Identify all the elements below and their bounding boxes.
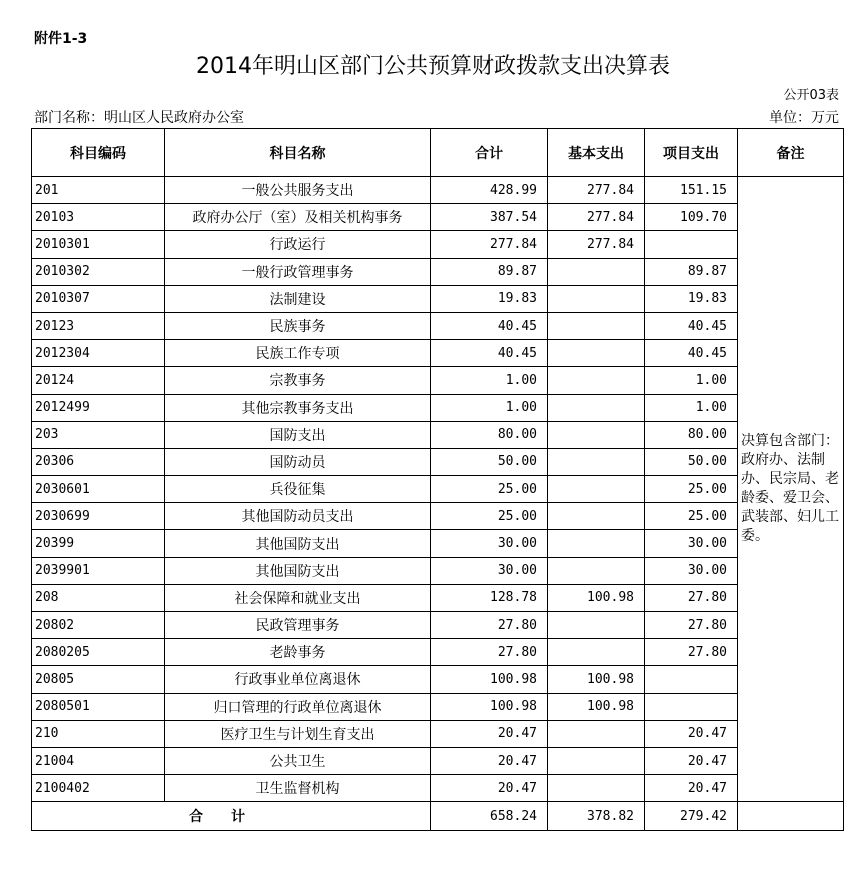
cell-code: 20802 (32, 612, 165, 639)
cell-code: 2012499 (32, 394, 165, 421)
table-row (32, 584, 844, 611)
cell-basic (548, 557, 645, 584)
cell-project: 1.00 (645, 394, 738, 421)
budget-table (31, 128, 844, 831)
cell-total: 30.00 (431, 557, 548, 584)
table-row (32, 448, 844, 475)
cell-code: 203 (32, 421, 165, 448)
cell-name: 行政运行 (165, 231, 431, 258)
cell-total: 25.00 (431, 503, 548, 530)
cell-basic (548, 340, 645, 367)
cell-basic (548, 421, 645, 448)
cell-name: 法制建设 (165, 285, 431, 312)
total-total: 658.24 (431, 802, 548, 831)
cell-basic: 100.98 (548, 584, 645, 611)
header-note: 备注 (738, 129, 844, 177)
cell-code: 20103 (32, 204, 165, 231)
cell-project: 109.70 (645, 204, 738, 231)
cell-project: 20.47 (645, 775, 738, 802)
header-total: 合计 (431, 129, 548, 177)
header-project: 项目支出 (645, 129, 738, 177)
cell-name: 行政事业单位离退休 (165, 666, 431, 693)
table-row (32, 285, 844, 312)
cell-project: 40.45 (645, 340, 738, 367)
table-header-row (32, 129, 844, 177)
cell-name: 国防动员 (165, 448, 431, 475)
header-basic: 基本支出 (548, 129, 645, 177)
cell-total: 19.83 (431, 285, 548, 312)
cell-name: 兵役征集 (165, 476, 431, 503)
cell-basic (548, 285, 645, 312)
total-basic: 378.82 (548, 802, 645, 831)
cell-basic (548, 394, 645, 421)
table-row (32, 340, 844, 367)
table-row (32, 394, 844, 421)
header-name: 科目名称 (165, 129, 431, 177)
cell-project: 80.00 (645, 421, 738, 448)
table-row (32, 312, 844, 339)
table-row (32, 530, 844, 557)
cell-name: 其他宗教事务支出 (165, 394, 431, 421)
cell-code: 2100402 (32, 775, 165, 802)
cell-total: 27.80 (431, 639, 548, 666)
cell-project: 20.47 (645, 747, 738, 774)
cell-name: 医疗卫生与计划生育支出 (165, 720, 431, 747)
cell-code: 2010301 (32, 231, 165, 258)
cell-total: 387.54 (431, 204, 548, 231)
table-row (32, 258, 844, 285)
cell-project: 1.00 (645, 367, 738, 394)
cell-name: 老龄事务 (165, 639, 431, 666)
cell-project: 20.47 (645, 720, 738, 747)
table-row (32, 231, 844, 258)
cell-project: 27.80 (645, 612, 738, 639)
cell-code: 2030699 (32, 503, 165, 530)
cell-code: 20123 (32, 312, 165, 339)
cell-project (645, 231, 738, 258)
cell-name: 归口管理的行政单位离退休 (165, 693, 431, 720)
cell-name: 其他国防支出 (165, 557, 431, 584)
cell-basic (548, 503, 645, 530)
cell-project: 151.15 (645, 177, 738, 204)
cell-basic (548, 312, 645, 339)
cell-project (645, 666, 738, 693)
form-number: 公开03表 (783, 88, 839, 103)
cell-total: 25.00 (431, 476, 548, 503)
table-row (32, 204, 844, 231)
cell-basic (548, 367, 645, 394)
cell-basic: 277.84 (548, 231, 645, 258)
cell-code: 2080501 (32, 693, 165, 720)
cell-total: 89.87 (431, 258, 548, 285)
cell-code: 2010302 (32, 258, 165, 285)
cell-project: 50.00 (645, 448, 738, 475)
total-label: 合计 (32, 802, 431, 831)
cell-total: 50.00 (431, 448, 548, 475)
table-row (32, 367, 844, 394)
cell-basic (548, 612, 645, 639)
table-row (32, 612, 844, 639)
cell-code: 20399 (32, 530, 165, 557)
cell-basic (548, 530, 645, 557)
cell-basic (548, 775, 645, 802)
cell-code: 20306 (32, 448, 165, 475)
cell-name: 其他国防支出 (165, 530, 431, 557)
total-note (738, 802, 844, 831)
cell-project: 19.83 (645, 285, 738, 312)
total-project: 279.42 (645, 802, 738, 831)
cell-project (645, 693, 738, 720)
cell-total: 277.84 (431, 231, 548, 258)
cell-name: 一般公共服务支出 (165, 177, 431, 204)
cell-total: 428.99 (431, 177, 548, 204)
cell-project: 25.00 (645, 476, 738, 503)
cell-project: 30.00 (645, 557, 738, 584)
cell-project: 27.80 (645, 639, 738, 666)
note-cell: 决算包含部门：政府办、法制办、民宗局、老龄委、爱卫会、武装部、妇儿工委。 (738, 177, 844, 802)
cell-total: 20.47 (431, 775, 548, 802)
cell-name: 民族工作专项 (165, 340, 431, 367)
cell-total: 128.78 (431, 584, 548, 611)
cell-basic: 100.98 (548, 693, 645, 720)
cell-name: 一般行政管理事务 (165, 258, 431, 285)
cell-name: 公共卫生 (165, 747, 431, 774)
cell-name: 民族事务 (165, 312, 431, 339)
cell-code: 208 (32, 584, 165, 611)
cell-project: 89.87 (645, 258, 738, 285)
cell-code: 2039901 (32, 557, 165, 584)
cell-basic: 100.98 (548, 666, 645, 693)
cell-name: 社会保障和就业支出 (165, 584, 431, 611)
total-row (32, 802, 844, 831)
cell-code: 2010307 (32, 285, 165, 312)
cell-basic (548, 448, 645, 475)
cell-total: 80.00 (431, 421, 548, 448)
header-code: 科目编码 (32, 129, 165, 177)
cell-total: 100.98 (431, 666, 548, 693)
cell-code: 21004 (32, 747, 165, 774)
table-row (32, 720, 844, 747)
cell-project: 30.00 (645, 530, 738, 557)
cell-code: 210 (32, 720, 165, 747)
department-name: 部门名称：明山区人民政府办公室 (34, 110, 244, 126)
attachment-label: 附件1-3 (34, 31, 88, 47)
table-row (32, 557, 844, 584)
cell-name: 其他国防动员支出 (165, 503, 431, 530)
cell-basic: 277.84 (548, 177, 645, 204)
table-row (32, 775, 844, 802)
cell-code: 20805 (32, 666, 165, 693)
table-row (32, 747, 844, 774)
table-row (32, 421, 844, 448)
cell-code: 2030601 (32, 476, 165, 503)
table-row (32, 476, 844, 503)
cell-total: 1.00 (431, 367, 548, 394)
cell-total: 40.45 (431, 312, 548, 339)
cell-name: 民政管理事务 (165, 612, 431, 639)
cell-total: 20.47 (431, 720, 548, 747)
cell-name: 国防支出 (165, 421, 431, 448)
table-row (32, 177, 844, 204)
cell-basic (548, 476, 645, 503)
cell-total: 27.80 (431, 612, 548, 639)
unit-label: 单位：万元 (769, 110, 839, 126)
cell-code: 2080205 (32, 639, 165, 666)
cell-basic (548, 258, 645, 285)
cell-total: 20.47 (431, 747, 548, 774)
cell-basic: 277.84 (548, 204, 645, 231)
table-row (32, 639, 844, 666)
cell-code: 201 (32, 177, 165, 204)
table-row (32, 693, 844, 720)
cell-basic (548, 747, 645, 774)
cell-name: 卫生监督机构 (165, 775, 431, 802)
cell-project: 25.00 (645, 503, 738, 530)
cell-project: 40.45 (645, 312, 738, 339)
cell-name: 宗教事务 (165, 367, 431, 394)
cell-project: 27.80 (645, 584, 738, 611)
cell-total: 30.00 (431, 530, 548, 557)
cell-name: 政府办公厅（室）及相关机构事务 (165, 204, 431, 231)
cell-code: 2012304 (32, 340, 165, 367)
cell-total: 100.98 (431, 693, 548, 720)
page-title: 2014年明山区部门公共预算财政拨款支出决算表 (196, 54, 670, 79)
cell-total: 1.00 (431, 394, 548, 421)
table-row (32, 503, 844, 530)
cell-total: 40.45 (431, 340, 548, 367)
cell-basic (548, 720, 645, 747)
table-row (32, 666, 844, 693)
cell-code: 20124 (32, 367, 165, 394)
cell-basic (548, 639, 645, 666)
